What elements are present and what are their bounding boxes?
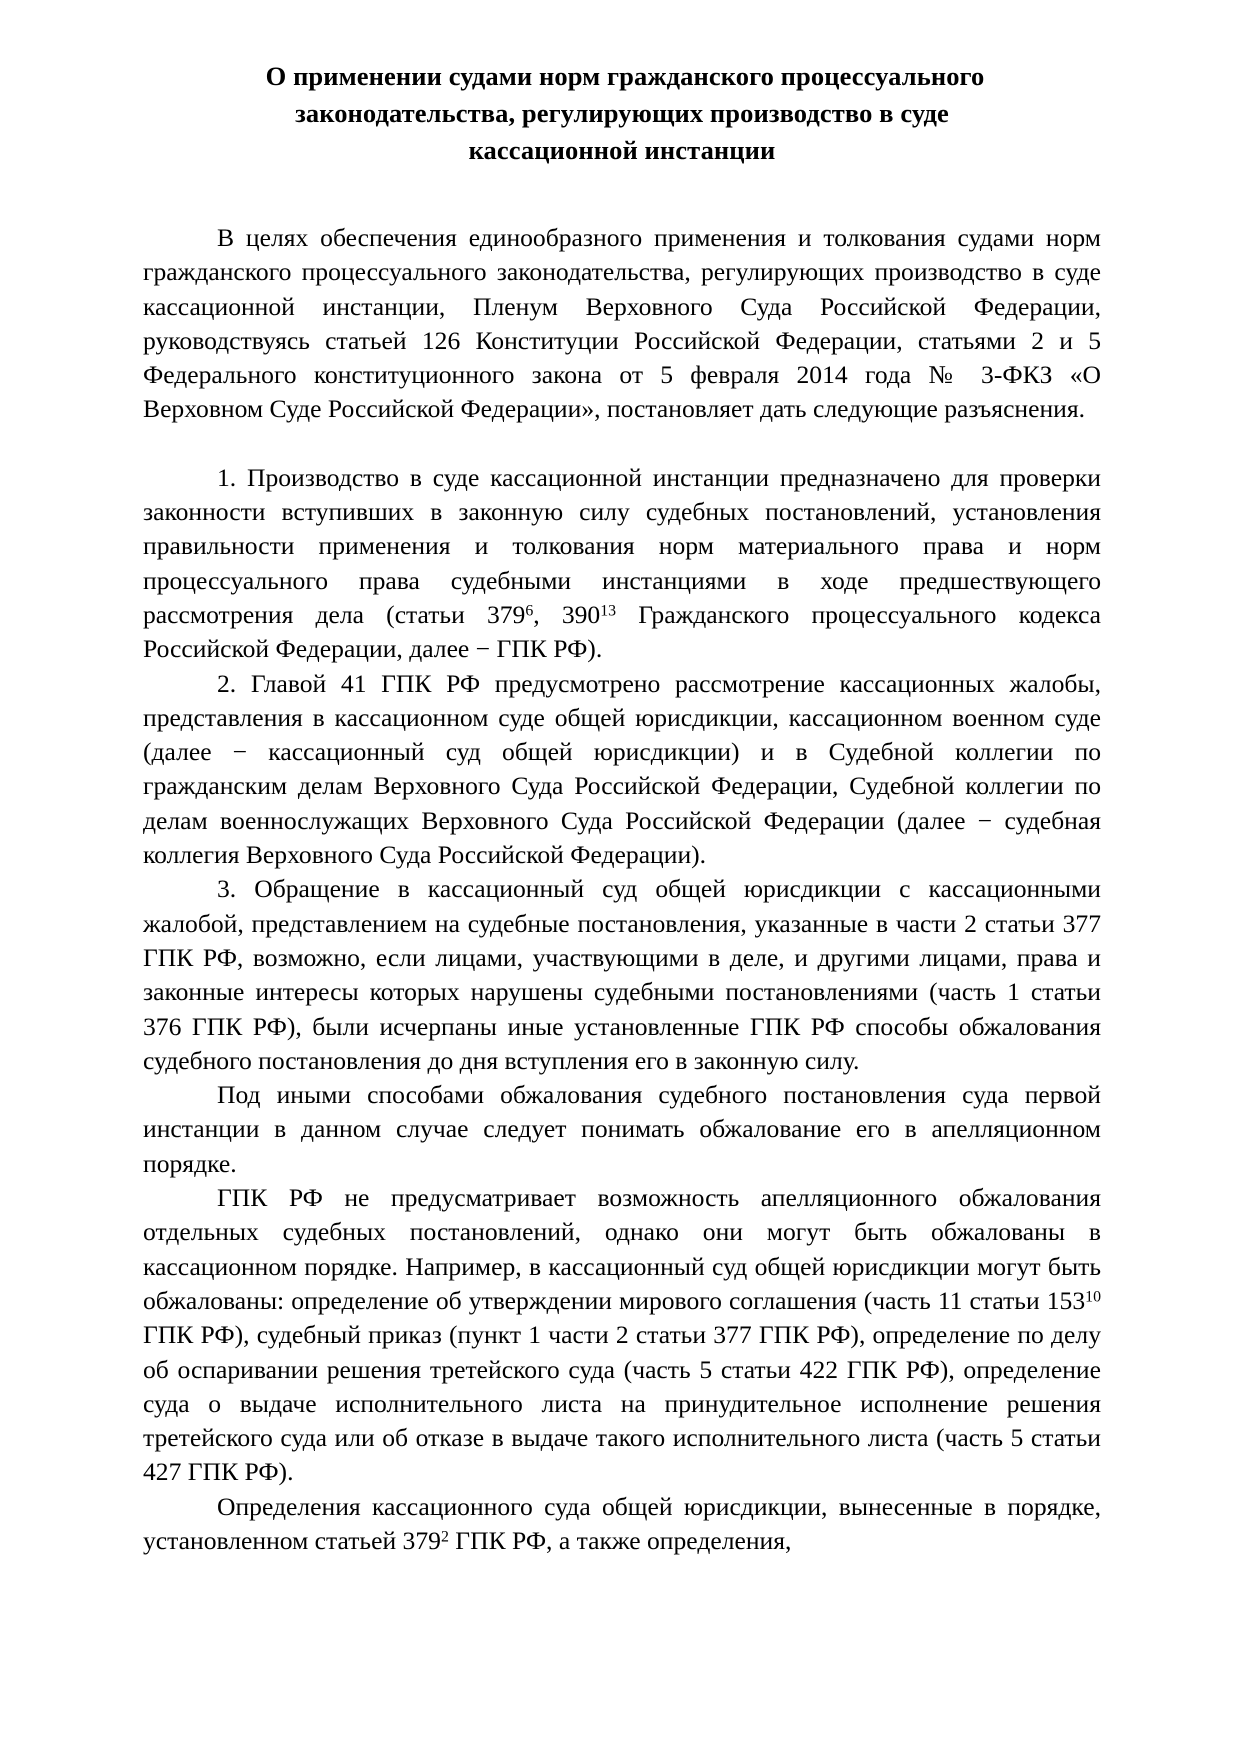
- paragraph-item-2: 2. Главой 41 ГПК РФ предусмотрено рассмотрение кассационных жалобы, представления в кассационном суде общей юрисдикции, кассационном военном суде (далее − кассационный суд общей юрисдикции) и в Судебной коллегии по гражданским делам Верховного Суда Российской Федерации, Судебной коллегии по делам военнослужащих Верховного Суда Российской Федерации (далее − судебная коллегия Верховного Суда Российской Федерации).: [143, 668, 1101, 870]
- paragraph-item-1-text-mid: , 390: [533, 599, 601, 629]
- page-title-line-3: кассационной инстанции: [468, 135, 776, 165]
- paragraph-item-3-sub-3: [143, 1490, 1101, 1559]
- paragraph-item-1-text-after: Гражданского процессуального кодекса Российской Федерации, далее − ГПК РФ).: [143, 599, 1102, 664]
- paragraph-preamble: В целях обеспечения единообразного применения и толкования судами норм гражданского процессуального законодательства, регулирующих производство в суде кассационной инстанции, Пленум Верховного Суда Российской Федерации, руководствуясь статьей 126 Конституции Российской Федерации, статьями 2 и 5 Федерального конституционного закона от 5 февраля 2014 года № 3-ФКЗ «О Верховном Суде Российской Федерации», постановляет дать следующие разъяснения.: [143, 223, 1101, 424]
- paragraph-item-3-sub-3-text-after: ГПК РФ, а также определения,: [448, 1525, 792, 1555]
- paragraph-item-3-sub-3-text-before: Определения кассационного суда общей юрисдикции, вынесенные в порядке, установленном статьей 379: [143, 1491, 1101, 1555]
- paragraph-item-1: [143, 461, 1101, 667]
- paragraph-item-3-sub-1: Под иными способами обжалования судебного постановления суда первой инстанции в данном случае следует понимать обжалование его в апелляционном порядке.: [143, 1080, 1101, 1178]
- superscript-379-2: 2: [440, 1528, 449, 1546]
- document-body: [143, 221, 1101, 1558]
- superscript-379-6: 6: [525, 602, 534, 620]
- superscript-153-10: 10: [1085, 1288, 1101, 1306]
- paragraph-item-3-sub-2-text-after: ГПК РФ), судебный приказ (пункт 1 части 2 статьи 377 ГПК РФ), определение по делу об оспаривании решения третейского суда (часть 5 статьи 422 ГПК РФ), определение суда о выдаче исполнительного листа на принудительное исполнение решения третейского суда или об отказе в выдаче такого исполнительного листа (часть 5 статьи 427 ГПК РФ).: [143, 1320, 1101, 1487]
- paragraph-item-1-text-before: 1. Производство в суде кассационной инстанции предназначено для проверки законности вступивших в законную силу судебных постановлений, установления правильности применения и толкования норм материального права и норм процессуального права судебными инстанциями в ходе предшествующего рассмотрения дела (статьи 379: [143, 462, 1101, 629]
- paragraph-item-3-sub-2: [143, 1181, 1101, 1490]
- paragraph-item-3-sub-2-text-before: ГПК РФ не предусматривает возможность апелляционного обжалования отдельных судебных постановлений, однако они могут быть обжалованы в кассационном порядке. Например, в кассационный суд общей юрисдикции могут быть обжалованы: определение об утверждении мирового соглашения (часть 11 статьи 153: [143, 1183, 1101, 1315]
- page-content: [143, 0, 1101, 1558]
- superscript-390-13: 13: [600, 602, 617, 620]
- page-title-line-2: законодательства, регулирующих производство в суде: [295, 98, 949, 128]
- page-title-line-1: О применении судами норм гражданского процессуального: [265, 61, 985, 91]
- paragraph-item-3: 3. Обращение в кассационный суд общей юрисдикции с кассационными жалобой, представлением на судебные постановления, указанные в части 2 статьи 377 ГПК РФ, возможно, если лицами, участвующими в деле, и другими лицами, права и законные интересы которых нарушены судебными постановлениями (часть 1 статьи 376 ГПК РФ), были исчерпаны иные установленные ГПК РФ способы обжалования судебного постановления до дня вступления его в законную силу.: [143, 874, 1101, 1075]
- page-title: [143, 0, 1101, 169]
